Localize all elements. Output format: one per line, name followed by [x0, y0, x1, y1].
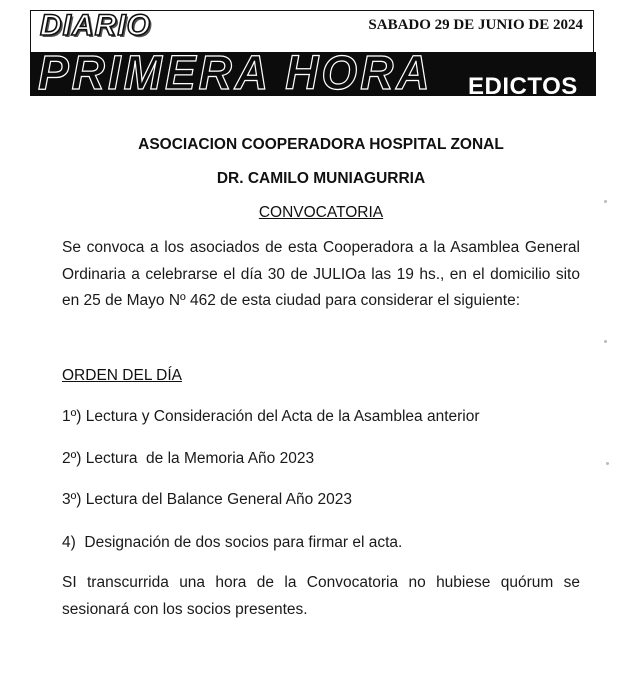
publication-date: SABADO 29 DE JUNIO DE 2024: [368, 17, 583, 33]
masthead: [0, 0, 636, 100]
agenda-item: 1º) Lectura y Consideración del Acta de la Asamblea anterior: [62, 408, 480, 425]
agenda-item: 4) Designación de dos socios para firmar el acta.: [62, 534, 403, 551]
masthead-diario-logo: DIARIO: [40, 9, 151, 42]
scan-speck: [604, 200, 607, 203]
scan-speck: [604, 340, 607, 343]
agenda-heading: ORDEN DEL DÍA: [62, 367, 183, 384]
agenda-item: 2º) Lectura de la Memoria Año 2023: [62, 450, 315, 467]
closing-paragraph: SI transcurrida una hora de la Convocatoria no hubiese quórum se sesionará con los socios presentes.: [62, 574, 580, 618]
organization-subname: DR. CAMILO MUNIAGURRIA: [216, 170, 426, 187]
organization-name: ASOCIACION COOPERADORA HOSPITAL ZONAL: [138, 136, 504, 153]
masthead-title-logo: PRIMERA HORA: [38, 45, 433, 100]
notice-heading: CONVOCATORIA: [258, 204, 384, 221]
intro-paragraph: Se convoca a los asociados de esta Cooperadora a la Asamblea General Ordinaria a celebrarse el día 30 de JULIOa las 19 hs., en el domicilio sito en 25 de Mayo Nº 462 de esta ciudad para considerar el siguiente:: [62, 239, 580, 309]
agenda-item: 3º) Lectura del Balance General Año 2023: [62, 491, 353, 508]
section-label: EDICTOS: [468, 73, 578, 100]
scan-speck: [606, 462, 609, 465]
